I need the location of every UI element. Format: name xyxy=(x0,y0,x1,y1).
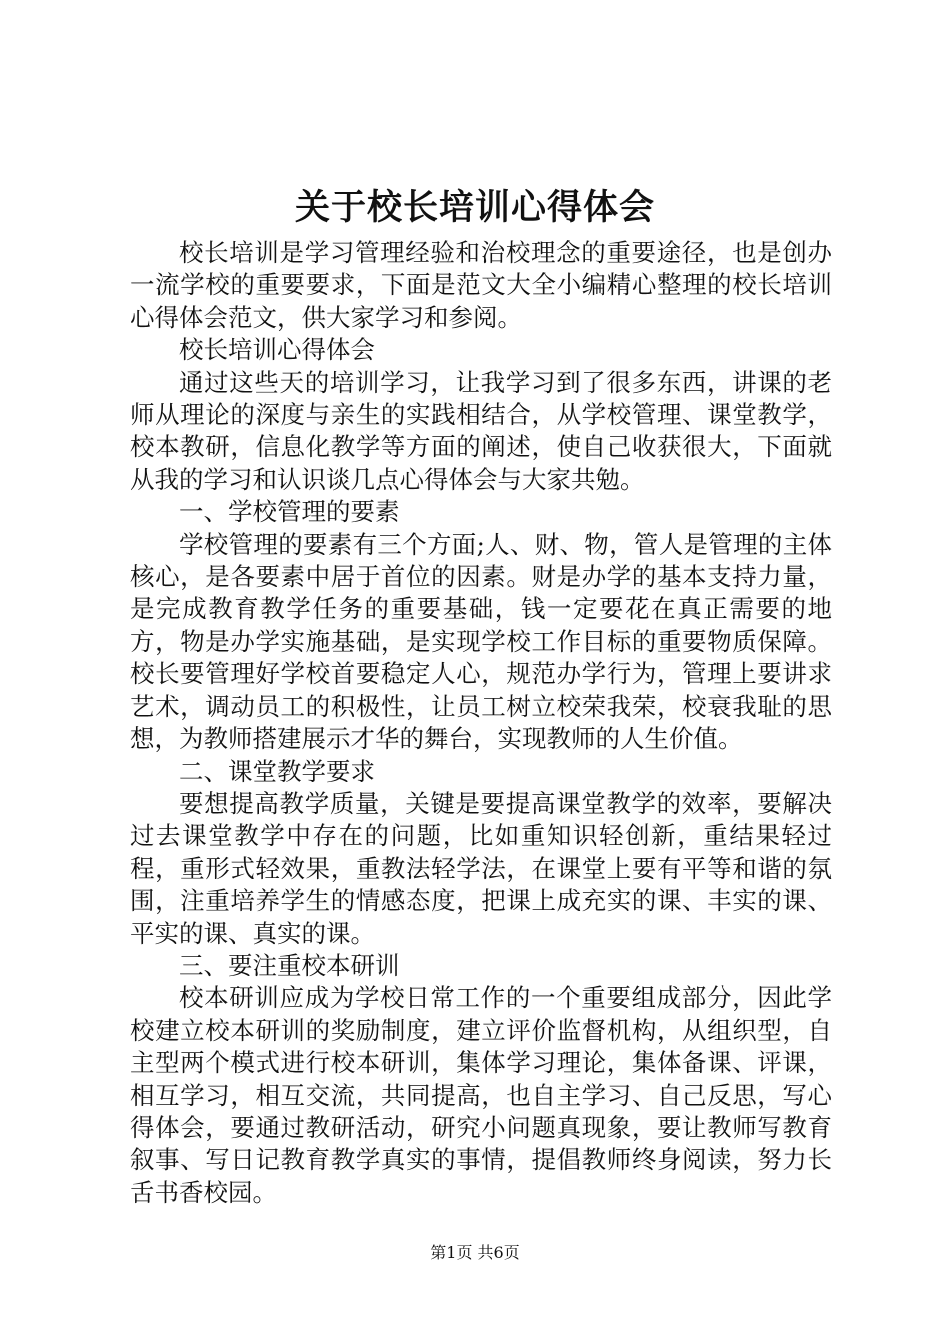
document-title: 关于校长培训心得体会 xyxy=(294,187,655,228)
body-paragraph: 通过这些天的培训学习，让我学习到了很多东西，讲课的老师从理论的深度与亲生的实践相结合，从学校管理、课堂教学，校本教研，信息化教学等方面的阐述，使自己收获很大，下面就从我的学习和认识谈几点心得体会与大家共勉。 xyxy=(130,367,832,494)
section-heading: 三、要注重校本研训 xyxy=(179,950,400,980)
body-paragraph: 要想提高教学质量，关键是要提高课堂教学的效率，要解决过去课堂教学中存在的问题，比如重知识轻创新，重结果轻过程，重形式轻效果，重教法轻学法，在课堂上要有平等和谐的氛围，注重培养学生的情感态度，把课上成充实的课、丰实的课、平实的课、真实的课。 xyxy=(130,788,832,948)
section-heading: 二、课堂教学要求 xyxy=(179,756,375,786)
page-number-footer: 第1页 共6页 xyxy=(430,1243,520,1262)
body-paragraph: 学校管理的要素有三个方面;人、财、物，管人是管理的主体核心，是各要素中居于首位的因素。财是办学的基本支持力量，是完成教育教学任务的重要基础，钱一定要花在真正需要的地方，物是办学实施基础，是实现学校工作目标的重要物质保障。校长要管理好学校首要稳定人心，规范办学行为，管理上要讲求艺术，调动员工的积极性，让员工树立校荣我荣，校衰我耻的思想，为教师搭建展示才华的舞台，实现教师的人生价值。 xyxy=(130,529,832,754)
intro-paragraph: 校长培训是学习管理经验和治校理念的重要途径，也是创办一流学校的重要要求，下面是范文大全小编精心整理的校长培训心得体会范文，供大家学习和参阅。 xyxy=(130,238,832,332)
body-paragraph: 校本研训应成为学校日常工作的一个重要组成部分，因此学校建立校本研训的奖励制度，建立评价监督机构，从组织型，自主型两个模式进行校本研训，集体学习理论，集体备课、评课，相互学习，相互交流，共同提高，也自主学习、自己反思，写心得体会，要通过教研活动，研究小问题真现象，要让教师写教育叙事、写日记教育教学真实的事情，提倡教师终身阅读，努力长舌书香校园。 xyxy=(130,983,832,1207)
document-body xyxy=(130,237,832,1209)
section-heading: 校长培训心得体会 xyxy=(179,335,375,365)
section-heading: 一、学校管理的要素 xyxy=(179,497,400,527)
